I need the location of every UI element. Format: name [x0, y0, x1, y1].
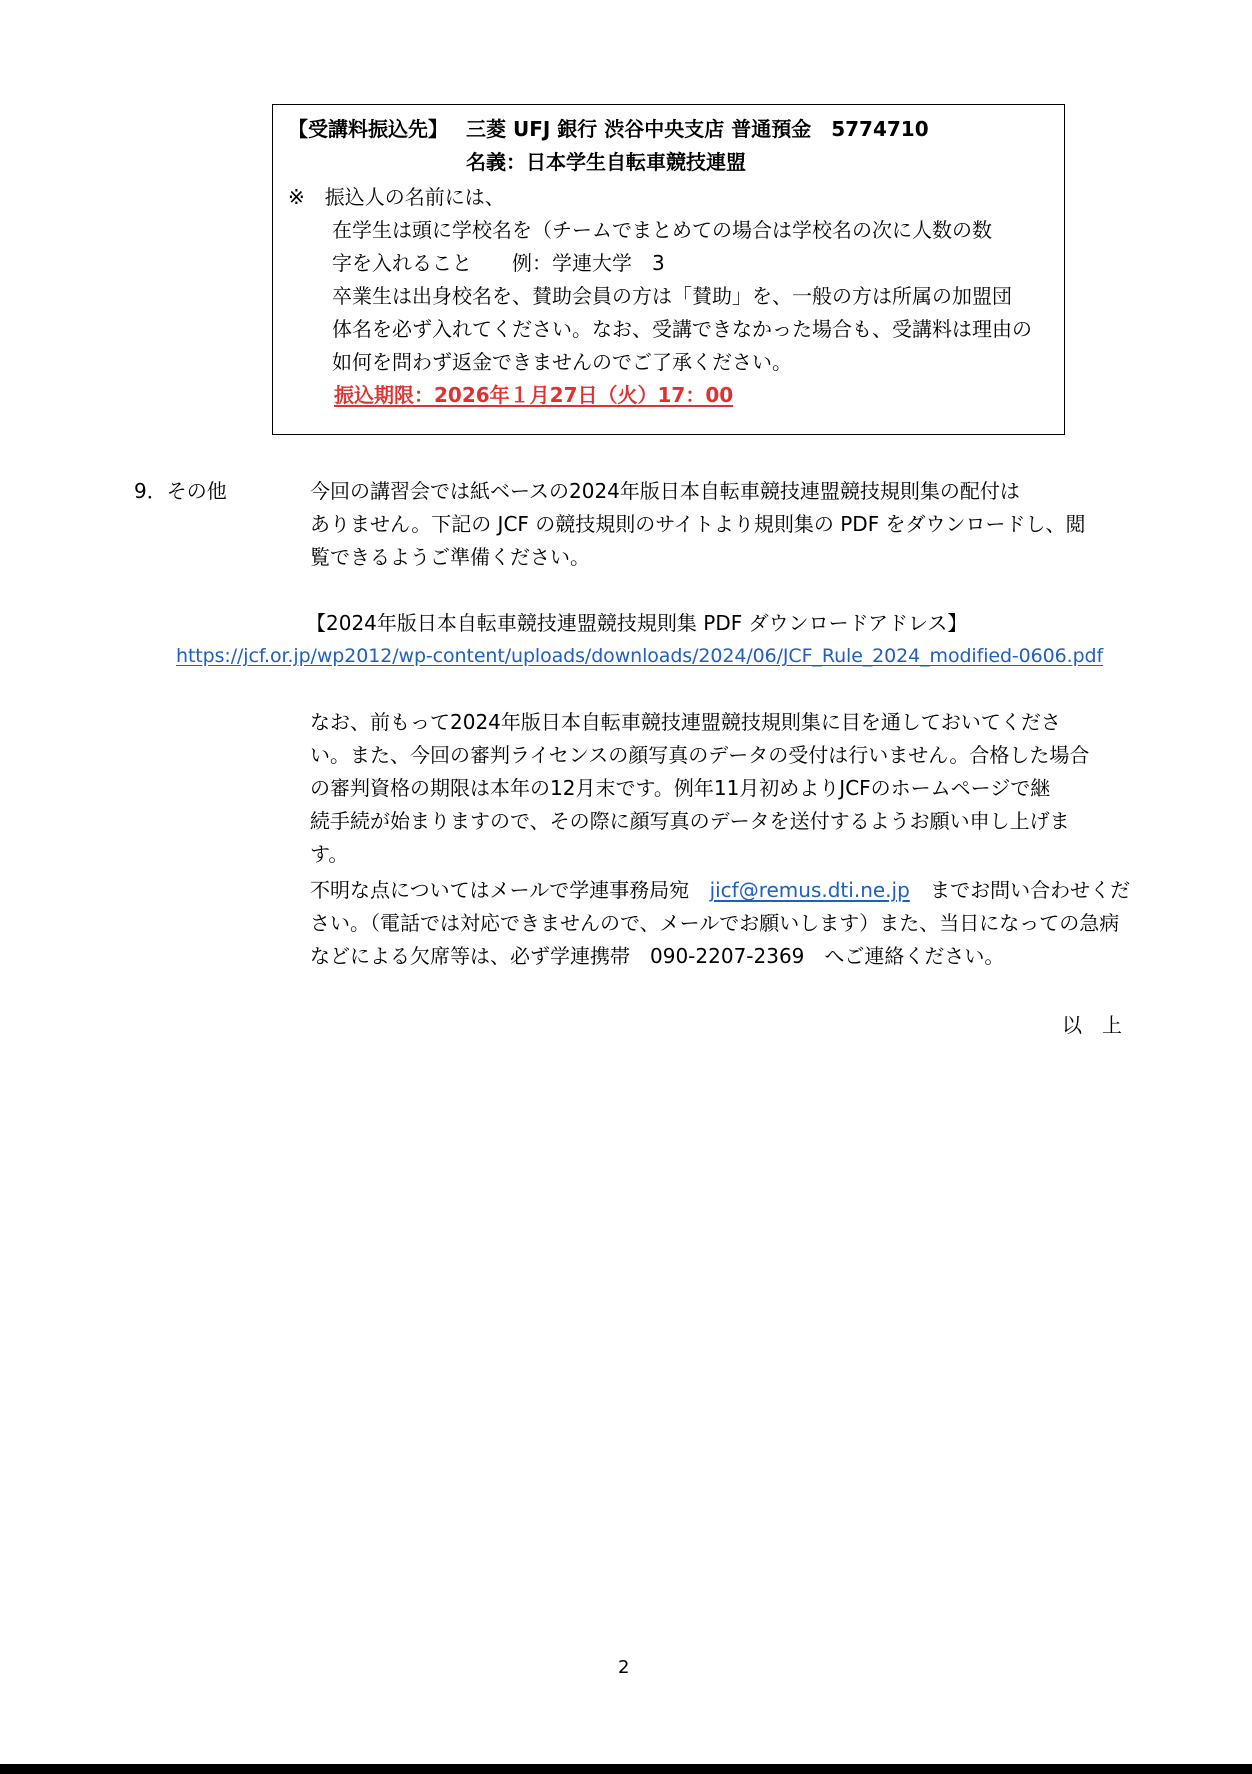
page-number: 2: [618, 1657, 630, 1678]
payer-name-rule-line: 如何を問わず返金できませんのでご了承ください。: [332, 350, 792, 374]
paragraph-line: 続手続が始まりますので、その際に顔写真のデータを送付するようお願い申し上げま: [310, 809, 1070, 833]
contact-line: などによる欠席等は、必ず学連携帯 090-2207-2369 へご連絡ください。: [310, 944, 1005, 968]
paragraph-line: の審判資格の期限は本年の12月末です。例年11月初めよりJCFのホームページで継: [310, 776, 1051, 800]
payer-name-note: ※ 振込人の名前には、: [288, 185, 505, 209]
payer-name-rule-line: 字を入れること 例：学連大学 3: [332, 251, 665, 275]
paragraph-line: 今回の講習会では紙ベースの2024年版日本自転車競技連盟競技規則集の配付は: [310, 479, 1020, 503]
paragraph-line: す。: [310, 842, 349, 866]
bank-info: 三菱 UFJ 銀行 渋谷中央支店 普通預金 5774710: [466, 117, 929, 141]
payer-name-rule-line: 体名を必ず入れてください。なお、受講できなかった場合も、受講料は理由の: [332, 317, 1032, 341]
paragraph-line: なお、前もって2024年版日本自転車競技連盟競技規則集に目を通しておいてくださ: [310, 710, 1061, 734]
contact-line: [310, 874, 1130, 906]
contact-email-link[interactable]: jicf@remus.dti.ne.jp: [709, 878, 910, 902]
payment-destination-label: 【受講料振込先】: [288, 117, 448, 141]
payment-deadline: 振込期限：2026年１月27日（火）17：00: [334, 383, 734, 407]
paragraph-line: 覧できるようご準備ください。: [310, 545, 590, 569]
contact-text: までお問い合わせくだ: [930, 878, 1131, 902]
paragraph-line: い。また、今回の審判ライセンスの顔写真のデータの受付は行いません。合格した場合: [310, 743, 1090, 767]
account-name: 名義：日本学生自転車競技連盟: [466, 150, 746, 174]
paragraph-line: ありません。下記の JCF の競技規則のサイトより規則集の PDF をダウンロードし、閲: [310, 512, 1086, 536]
contact-text: 不明な点についてはメールで学連事務局宛: [310, 878, 690, 902]
payer-name-rule-line: 在学生は頭に学校名を（チームでまとめての場合は学校名の次に人数の数: [332, 218, 992, 242]
download-title: 【2024年版日本自転車競技連盟競技規則集 PDF ダウンロードアドレス】: [306, 611, 968, 635]
contact-line: さい。（電話では対応できませんので、メールでお願いします）また、当日になっての急病: [310, 911, 1120, 935]
page-bottom-edge: [0, 1764, 1252, 1774]
payer-name-rule-line: 卒業生は出身校名を、賛助会員の方は「賛助」を、一般の方は所属の加盟団: [332, 284, 1012, 308]
section-heading: 9．その他: [134, 479, 227, 503]
rulebook-download-link[interactable]: https://jcf.or.jp/wp2012/wp-content/uploads/downloads/2024/06/JCF_Rule_2024_modified-0606.pdf: [176, 645, 1104, 667]
closing-mark: 以 上: [1062, 1013, 1122, 1037]
